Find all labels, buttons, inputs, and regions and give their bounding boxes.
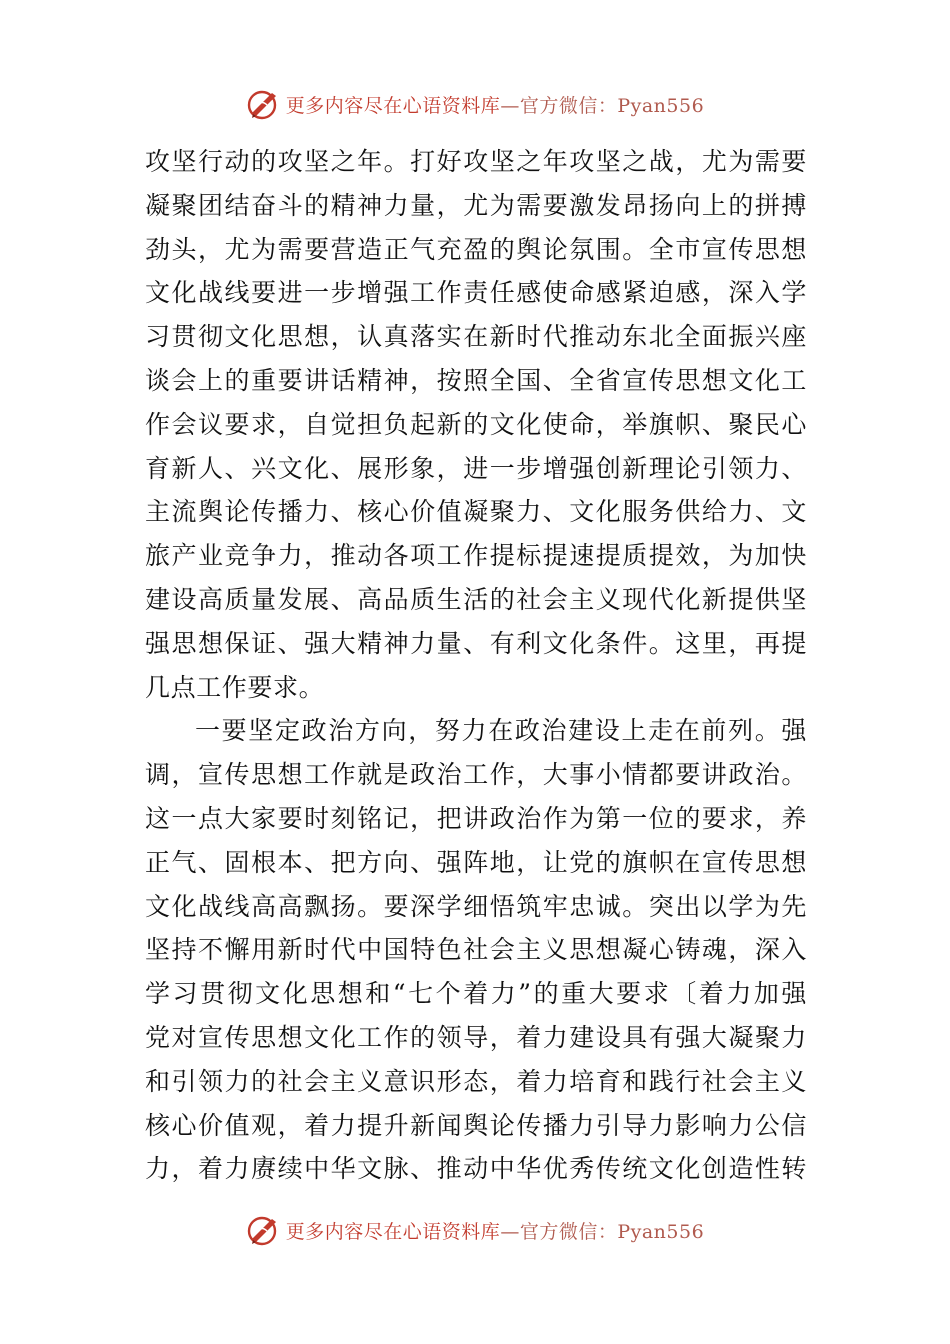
text-line: 谈会上的重要讲话精神，按照全国、全省宣传思想文化工 xyxy=(145,365,807,395)
document-body xyxy=(145,140,807,1191)
text-line: 核心价值观，着力提升新闻舆论传播力引导力影响力公信 xyxy=(145,1110,807,1140)
header-banner-main: 更多内容尽在心语资料库 xyxy=(285,94,501,117)
footer-banner-main: 更多内容尽在心语资料库 xyxy=(285,1220,501,1243)
text-line: 强思想保证、强大精神力量、有利文化条件。这里，再提 xyxy=(145,628,807,658)
text-line: 学习贯彻文化思想和“七个着力”的重大要求〔着力加强 xyxy=(145,979,807,1009)
text-line: 劲头，尤为需要营造正气充盈的舆论氛围。全市宣传思想 xyxy=(145,234,807,264)
text-line: 党对宣传思想文化工作的领导，着力建设具有强大凝聚力 xyxy=(145,1022,807,1052)
footer-banner-sub: 官方微信： xyxy=(519,1220,618,1243)
text-line: 文化战线要进一步增强工作责任感使命感紧迫感，深入学 xyxy=(145,278,807,308)
header-banner-text xyxy=(286,91,704,118)
text-line: 建设高质量发展、高品质生活的社会主义现代化新提供坚 xyxy=(145,584,807,614)
text-line: 文化战线高高飘扬。要深学细悟筑牢忠诚。突出以学为先 xyxy=(145,891,807,921)
footer-banner-sep: — xyxy=(500,1220,520,1243)
text-line: 几点工作要求。 xyxy=(145,672,325,702)
text-line: 力，着力赓续中华文脉、推动中华优秀传统文化创造性转 xyxy=(145,1154,807,1184)
text-line: 凝聚团结奋斗的精神力量，尤为需要激发昂扬向上的拼搏 xyxy=(145,190,807,220)
header-banner-sep: — xyxy=(500,94,520,117)
pen-logo-icon xyxy=(246,1213,280,1247)
text-line: 这一点大家要时刻铭记，把讲政治作为第一位的要求，养 xyxy=(145,803,807,833)
text-line: 育新人、兴文化、展形象，进一步增强创新理论引领力、 xyxy=(145,453,807,483)
text-line: 和引领力的社会主义意识形态，着力培育和践行社会主义 xyxy=(145,1066,807,1096)
footer-banner-text xyxy=(286,1217,704,1244)
header-banner xyxy=(0,82,950,126)
text-line: 习贯彻文化思想，认真落实在新时代推动东北全面振兴座 xyxy=(145,322,807,352)
header-banner-sub: 官方微信： xyxy=(519,94,618,117)
text-line: 旅产业竞争力，推动各项工作提标提速提质提效，为加快 xyxy=(145,541,807,571)
text-line: 攻坚行动的攻坚之年。打好攻坚之年攻坚之战，尤为需要 xyxy=(145,147,807,176)
header-banner-id: Pyan556 xyxy=(617,94,705,117)
text-line: 作会议要求，自觉担负起新的文化使命，举旗帜、聚民心 xyxy=(145,409,807,439)
text-line: 主流舆论传播力、核心价值凝聚力、文化服务供给力、文 xyxy=(145,497,807,527)
text-line: 坚持不懈用新时代中国特色社会主义思想凝心铸魂，深入 xyxy=(145,935,807,965)
footer-banner-id: Pyan556 xyxy=(617,1220,705,1243)
text-line: 调，宣传思想工作就是政治工作，大事小情都要讲政治。 xyxy=(145,760,807,790)
pen-logo-icon xyxy=(246,87,280,121)
text-line: 正气、固根本、把方向、强阵地，让党的旗帜在宣传思想 xyxy=(145,847,807,877)
text-line: 一要坚定政治方向，努力在政治建设上走在前列。强 xyxy=(195,716,807,746)
footer-banner xyxy=(0,1208,950,1252)
